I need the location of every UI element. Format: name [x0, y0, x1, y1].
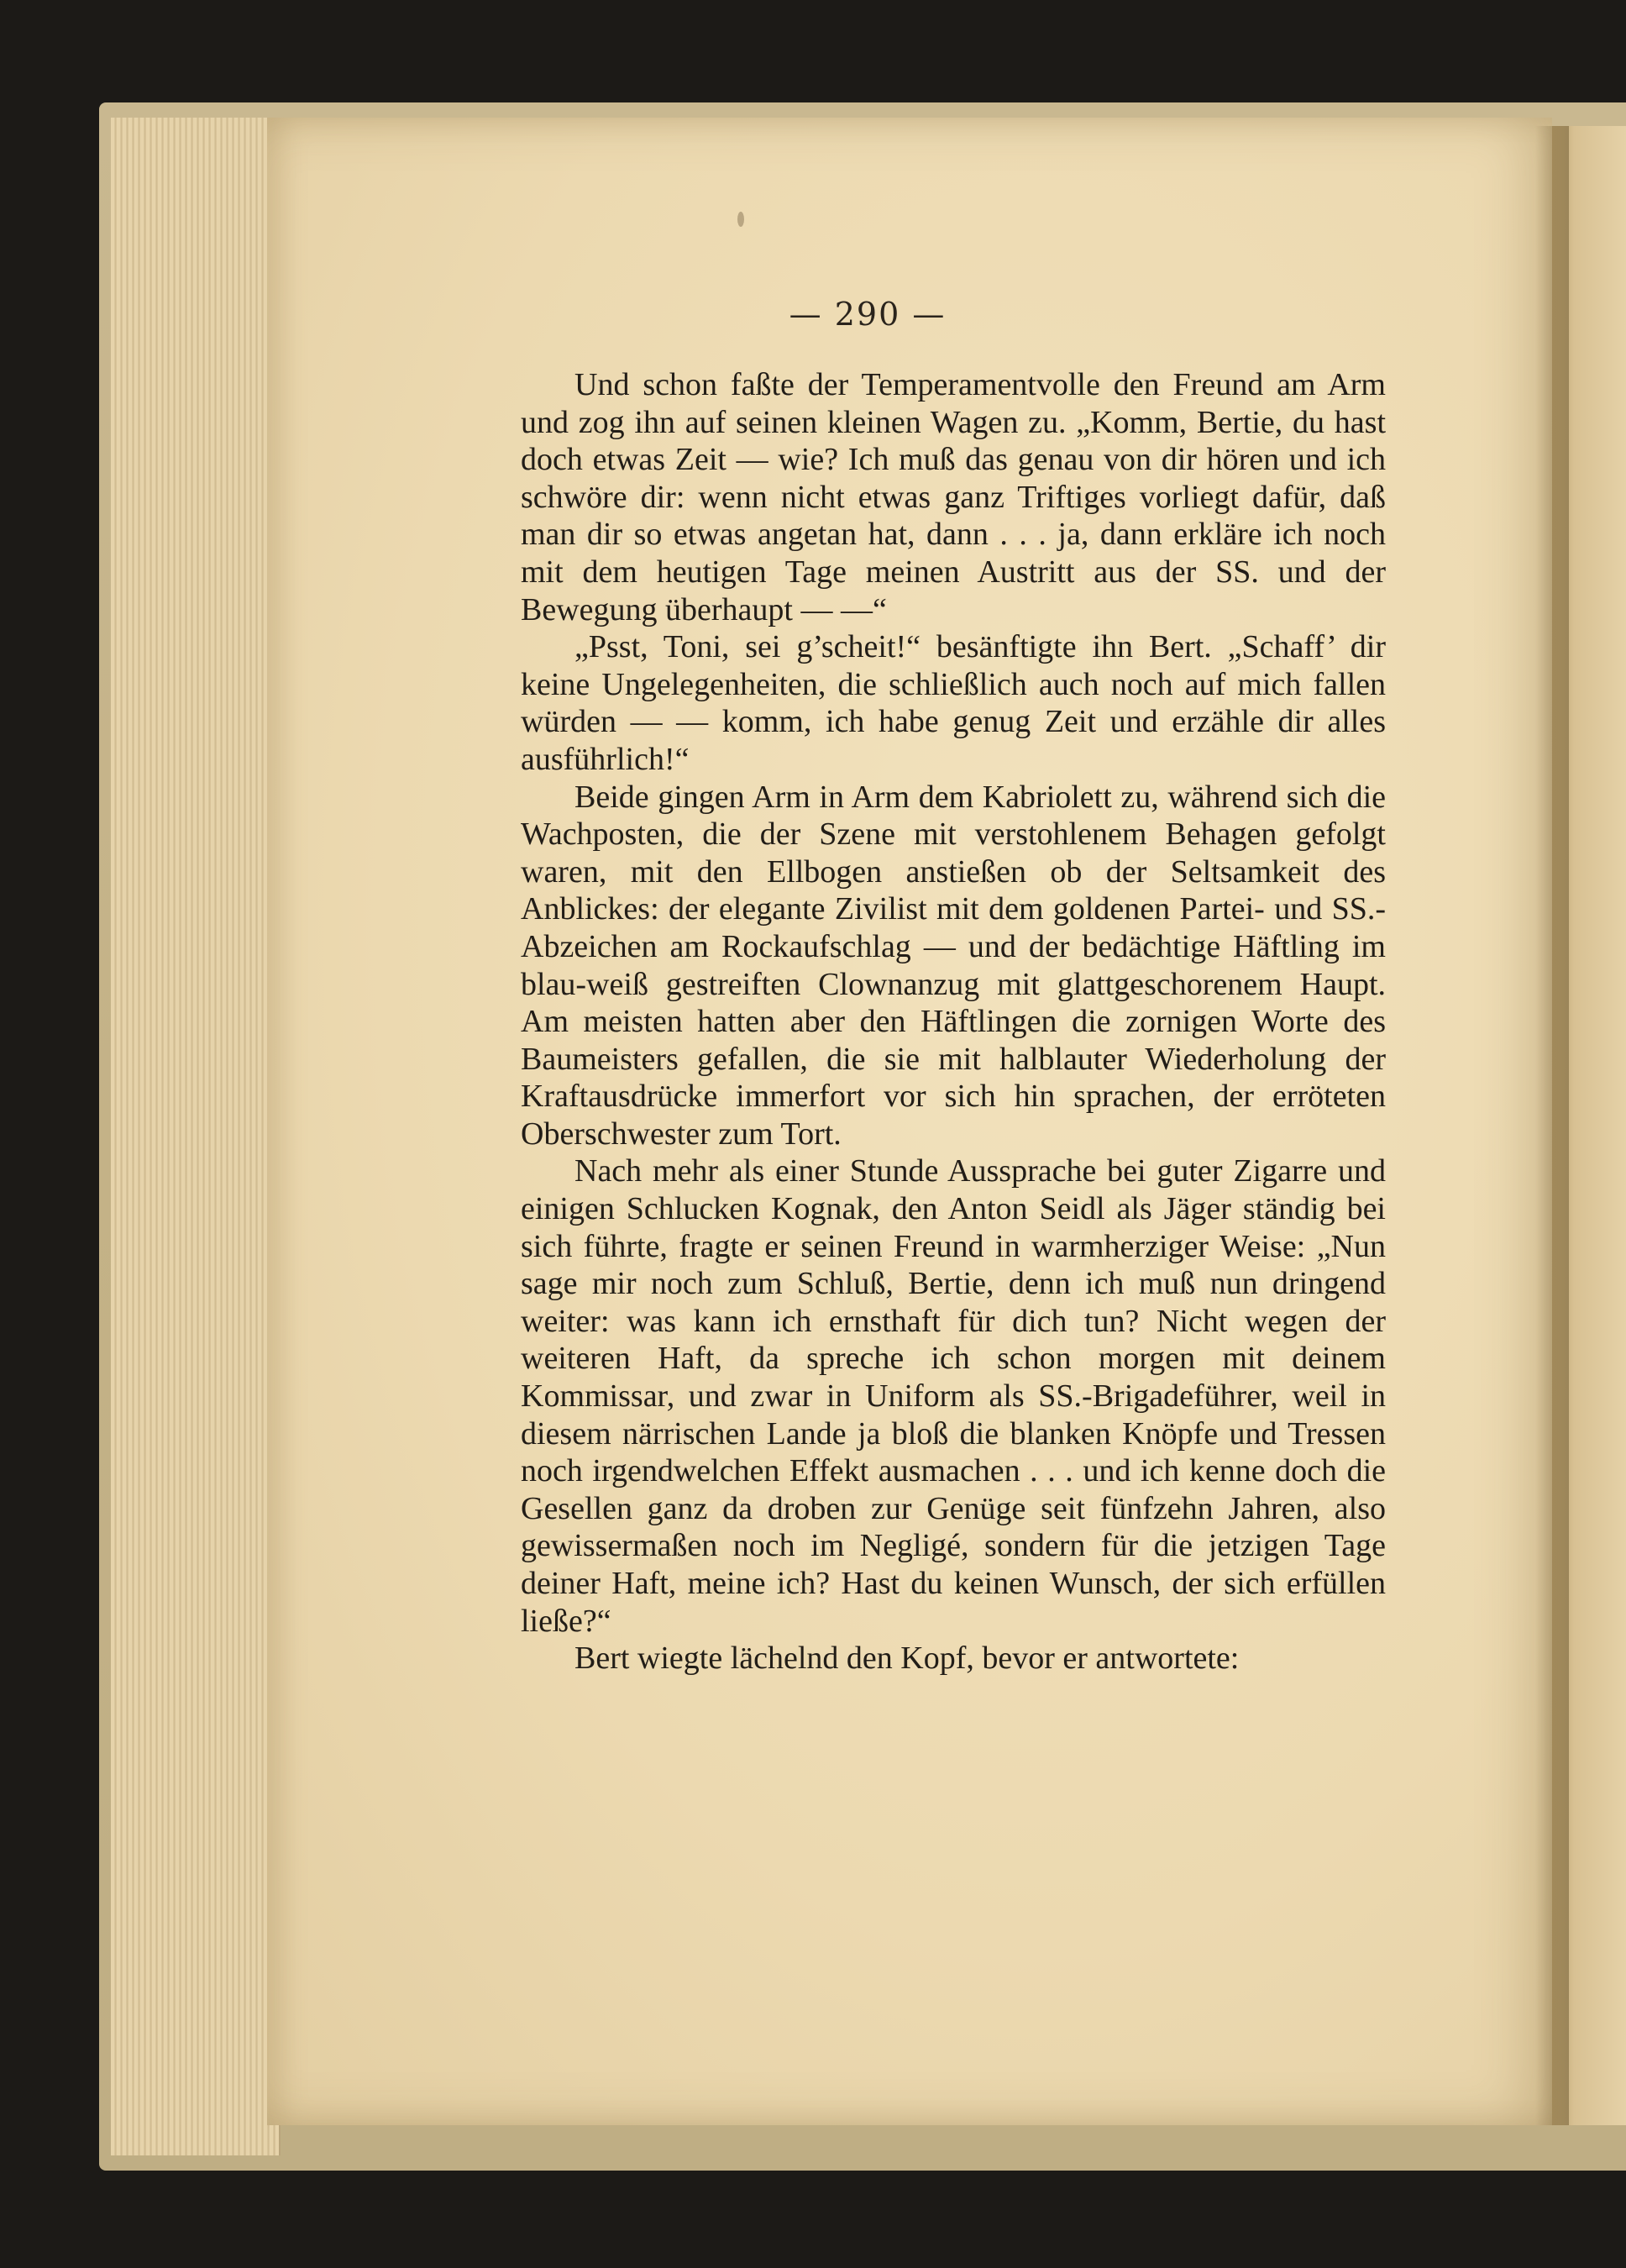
paragraph: Bert wiegte lächelnd den Kopf, bevor er antwortete: [574, 1641, 1240, 1677]
ink-speck [737, 212, 744, 227]
paragraph: Nach mehr als einer Stunde Aussprache bei guter Zigarre und einigen Schlucken Kognak, den Anton Seidl als Jäger ständig bei sich führte, fragte er seinen Freund in warmherziger Weise: „Nun sage mir noch zum Schluß, Bertie, denn ich muß nun dringend weiter: was kann ich ernsthaft für dich tun? Nicht wegen der weiteren Haft, da spreche ich schon morgen mit deinem Kommissar, und zwar in Uniform als SS.-Brigadeführer, weil in diesem närrischen Lande ja bloß die blanken Knöpfe und Tressen noch irgendwelchen Effekt ausmachen . . . und ich kenne doch die Gesellen ganz da droben zur Genüge seit fünfzehn Jahren, also gewissermaßen noch im Negligé, sondern für die jetzigen Tage deiner Haft, meine ich? Hast du keinen Wunsch, der sich erfüllen ließe?“ [521, 1153, 1386, 1639]
body-text [521, 366, 1386, 1677]
page-number: — 290 — [789, 296, 947, 333]
paragraph: Beide gingen Arm in Arm dem Kabriolett zu, während sich die Wachposten, die der Szene mit verstohlenem Behagen gefolgt waren, mit den Ellbogen anstießen ob der Seltsamkeit des Anblickes: der elegante Zivilist mit dem goldenen Partei- und SS.-Abzeichen am Rockaufschlag — und der bedächtige Häftling im blau-weiß gestreiften Clownanzug mit glattgeschorenem Haupt. Am meisten hatten aber den Häftlingen die zornigen Worte des Baumeisters gefallen, die sie mit halblauter Wiederholung der Kraftausdrücke immerfort vor sich hin sprachen, der erröteten Oberschwester zum Tort. [521, 779, 1386, 1152]
stacked-page-edges [111, 118, 281, 2155]
paragraph: Und schon faßte der Temperamentvolle den Freund am Arm und zog ihn auf seinen kleinen Wagen zu. „Komm, Bertie, du hast doch etwas Zeit — wie? Ich muß das genau von dir hören und ich schwöre dir: wenn nicht etwas ganz Triftiges vorliegt dafür, daß man dir so etwas angetan hat, dann . . . ja, dann erkläre ich noch mit dem heutigen Tage meinen Austritt aus der SS. und der Bewegung überhaupt — —“ [521, 367, 1386, 627]
gutter-shadow [1535, 126, 1569, 2125]
paragraph: „Psst, Toni, sei g’scheit!“ besänftigte ihn Bert. „Schaff’ dir keine Ungelegenheiten, die schließlich auch noch auf mich fallen würden — — komm, ich habe genug Zeit und erzähle dir alles ausführlich!“ [521, 629, 1386, 777]
